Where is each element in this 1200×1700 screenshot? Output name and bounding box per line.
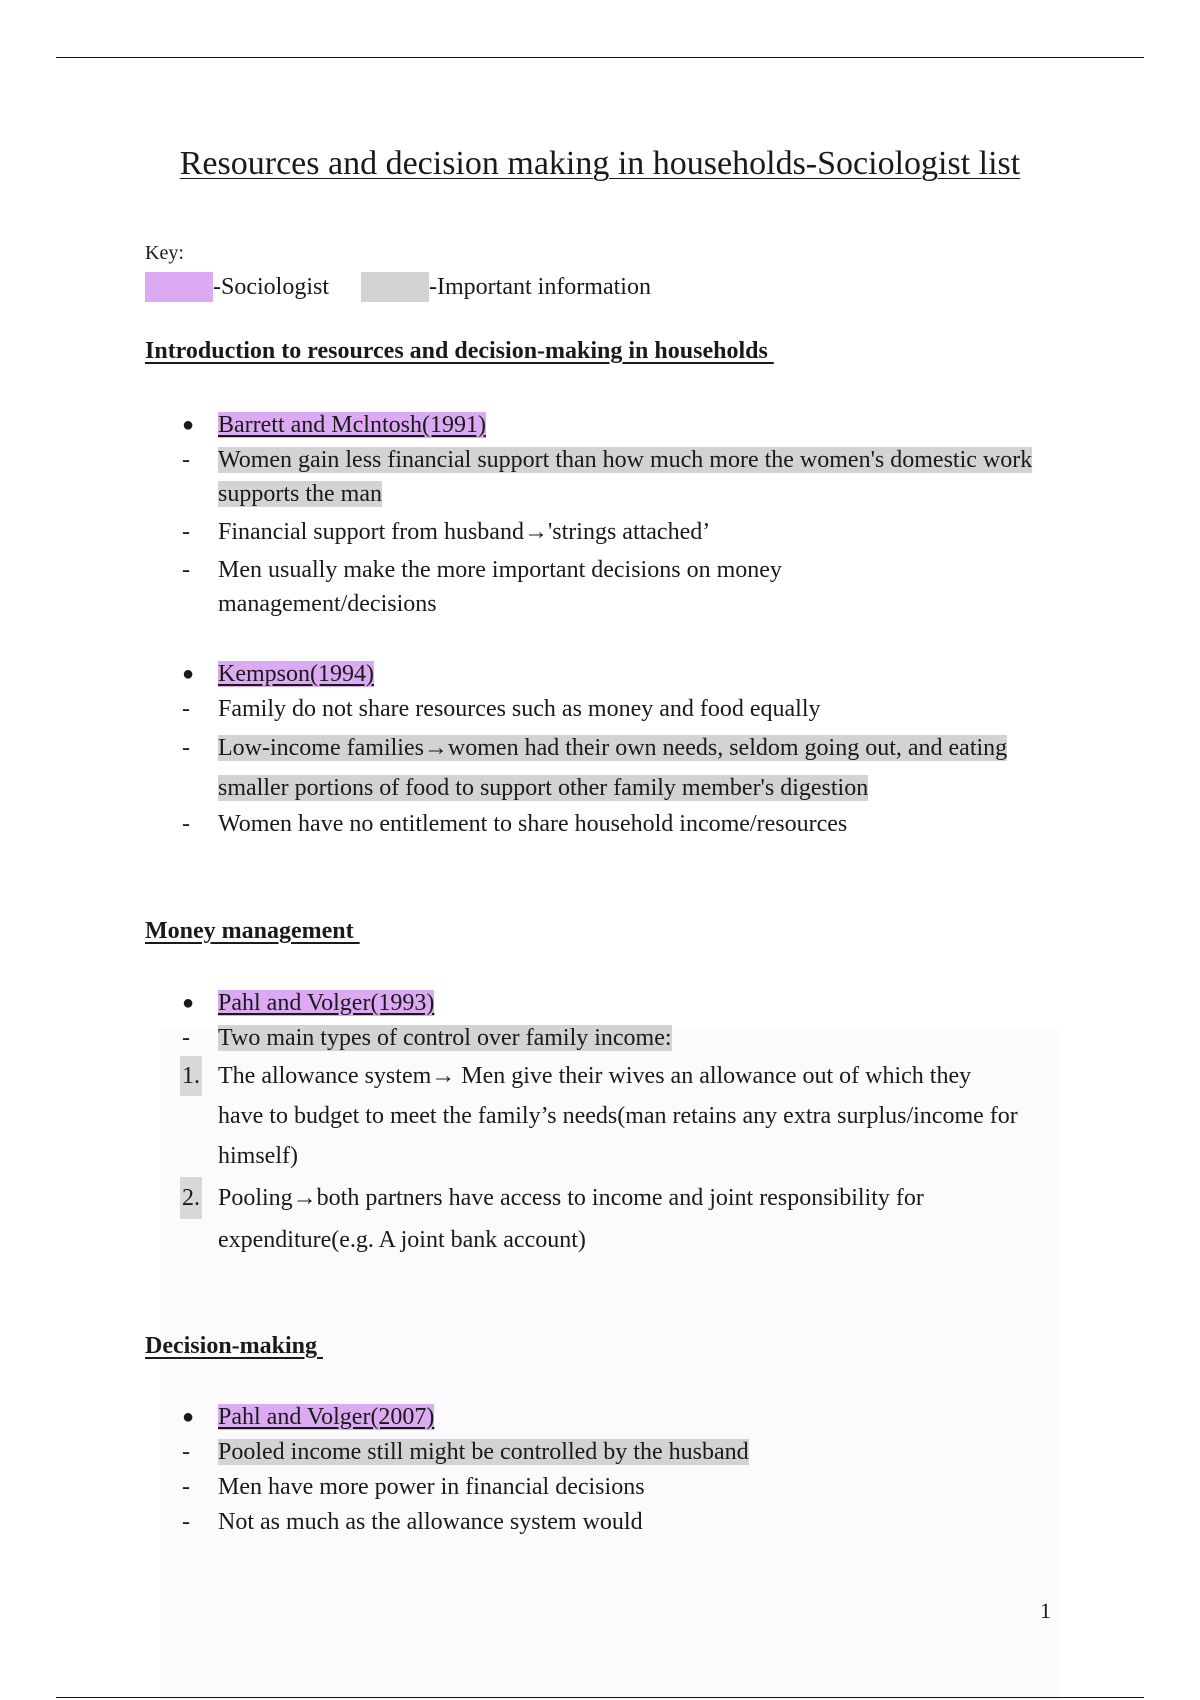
dash-marker: - <box>182 519 190 545</box>
sociologist-name: Kempson(1994) <box>218 661 374 687</box>
point-text: Not as much as the allowance system would <box>218 1509 643 1535</box>
point-text: Pooling→both partners have access to income and joint responsibility for expenditure(e.g. A joint bank account) <box>218 1185 924 1253</box>
key-legend <box>145 272 651 302</box>
sociologist-name: Pahl and Volger(2007) <box>218 1404 435 1430</box>
money-heading: Money management <box>145 918 360 944</box>
point-text: Financial support from husband→'strings attached’ <box>218 519 711 545</box>
dash-marker: - <box>182 1474 190 1500</box>
bottom-rule <box>56 1697 1144 1698</box>
important-text: Women gain less financial support than how much more the women's domestic work supports the man <box>218 447 1033 507</box>
dash-marker: - <box>182 557 190 583</box>
sociologist-name: Pahl and Volger(1993) <box>218 990 435 1016</box>
decision-heading: Decision-making <box>145 1333 324 1359</box>
dash-marker: - <box>182 1025 190 1051</box>
bullet-marker: ● <box>182 992 195 1014</box>
point-text: Women have no entitlement to share household income/resources <box>218 811 848 837</box>
point-text: Men have more power in financial decisions <box>218 1474 645 1500</box>
dash-marker: - <box>182 1509 190 1535</box>
point-text: The allowance system→ Men give their wives an allowance out of which they have to budget to meet the family’s needs(man retains any extra surplus/income for himself) <box>218 1063 1018 1169</box>
point-text: Family do not share resources such as money and food equally <box>218 696 821 722</box>
important-text: Two main types of control over family income: <box>218 1025 672 1051</box>
top-rule <box>56 57 1144 58</box>
number-marker: 2. <box>180 1177 202 1219</box>
important-key-text: -Important information <box>429 273 651 300</box>
important-swatch <box>361 272 429 302</box>
dash-marker: - <box>182 1439 190 1465</box>
important-text: Pooled income still might be controlled by the husband <box>218 1439 749 1465</box>
bullet-marker: ● <box>182 1406 195 1428</box>
dash-marker: - <box>182 735 190 761</box>
sociologist-key-text: -Sociologist <box>213 273 330 300</box>
sociologist-swatch <box>145 272 213 302</box>
dash-marker: - <box>182 447 190 473</box>
dash-marker: - <box>182 811 190 837</box>
bullet-marker: ● <box>182 663 195 685</box>
bullet-marker: ● <box>182 414 195 436</box>
point-text: Men usually make the more important decisions on money management/decisions <box>218 557 782 617</box>
number-marker: 1. <box>180 1056 202 1096</box>
dash-marker: - <box>182 696 190 722</box>
page-number: 1 <box>1040 1598 1051 1623</box>
page-title: Resources and decision making in households-Sociologist list <box>179 145 1021 182</box>
sociologist-name: Barrett and Mclntosh(1991) <box>218 412 486 438</box>
intro-heading: Introduction to resources and decision-making in households <box>145 338 774 364</box>
important-text: Low-income families→women had their own needs, seldom going out, and eating smaller portions of food to support other family member's digestion <box>218 735 1008 801</box>
key-label: Key: <box>145 242 184 264</box>
